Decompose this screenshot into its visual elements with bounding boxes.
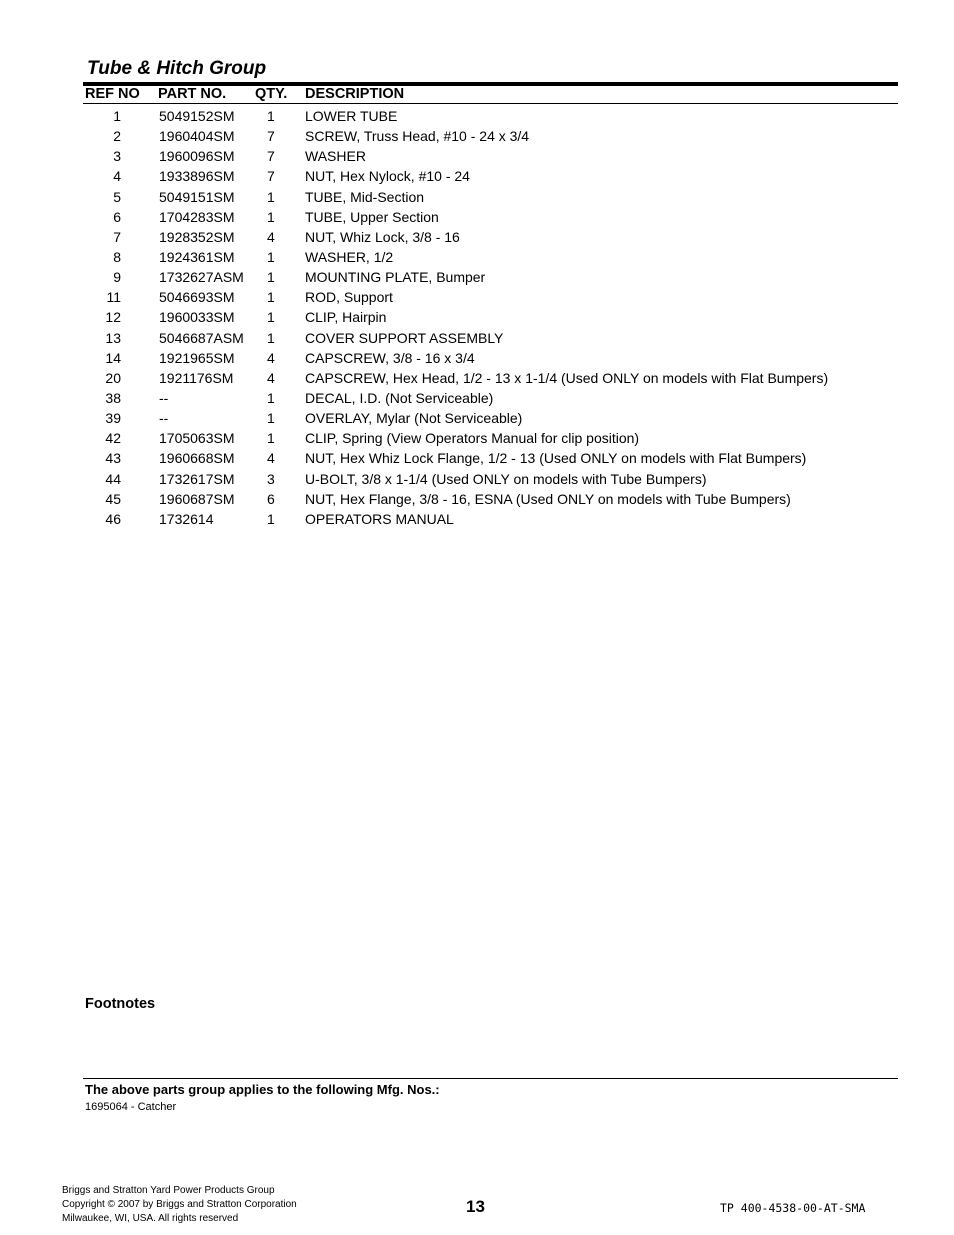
part-no-cell: 5046687ASM (159, 329, 244, 346)
table-row (0, 348, 954, 368)
part-no-cell: 1960033SM (159, 309, 235, 326)
qty-cell: 1 (267, 309, 275, 326)
description-cell: OVERLAY, Mylar (Not Serviceable) (305, 410, 523, 427)
description-cell: TUBE, Mid-Section (305, 188, 425, 205)
part-no-cell: 1705063SM (159, 430, 235, 447)
table-row (0, 328, 954, 348)
qty-cell: 7 (267, 168, 275, 185)
part-no-cell: 5046693SM (159, 289, 235, 306)
description-cell: CAPSCREW, Hex Head, 1/2 - 13 x 1-1/4 (Used ONLY on models with Flat Bumpers) (305, 369, 829, 386)
table-row (0, 247, 954, 267)
section-title: Tube & Hitch Group (87, 58, 267, 79)
qty-cell: 4 (267, 450, 275, 467)
description-cell: LOWER TUBE (305, 108, 398, 124)
qty-cell: 1 (267, 410, 275, 427)
qty-cell: 1 (267, 510, 275, 527)
table-row (0, 146, 954, 166)
header-rule (83, 103, 898, 104)
part-no-cell: 1924361SM (159, 248, 235, 265)
description-cell: TUBE, Upper Section (305, 208, 439, 225)
part-no-column-header: PART NO. (158, 86, 227, 102)
table-row (0, 307, 954, 327)
table-row (0, 448, 954, 468)
qty-cell: 7 (267, 128, 275, 145)
part-no-cell: 1921176SM (159, 369, 234, 386)
description-cell: NUT, Whiz Lock, 3/8 - 16 (305, 228, 460, 245)
table-row (0, 187, 954, 207)
description-cell: WASHER (305, 148, 366, 165)
copyright-line: Copyright © 2007 by Briggs and Stratton Corporation (62, 1199, 297, 1210)
part-no-cell: 1732614 (159, 510, 214, 527)
ref-no-cell: 7 (113, 228, 121, 245)
description-cell: ROD, Support (305, 289, 393, 306)
description-cell: CLIP, Hairpin (305, 309, 387, 326)
part-no-cell: 1928352SM (159, 228, 235, 245)
ref-no-column-header: REF NO (85, 86, 140, 102)
mfg-numbers: 1695064 - Catcher (85, 1101, 177, 1113)
ref-no-cell: 42 (105, 430, 121, 447)
part-no-cell: 1704283SM (159, 208, 235, 225)
ref-no-cell: 2 (113, 128, 121, 145)
description-cell: NUT, Hex Nylock, #10 - 24 (305, 168, 470, 185)
description-cell: OPERATORS MANUAL (305, 510, 454, 527)
ref-no-cell: 13 (105, 329, 121, 346)
ref-no-cell: 39 (105, 410, 121, 427)
table-row (0, 106, 954, 126)
ref-no-cell: 43 (105, 450, 121, 467)
description-cell: WASHER, 1/2 (305, 248, 394, 265)
part-no-cell: 1960668SM (159, 450, 235, 467)
table-row (0, 489, 954, 509)
description-cell: NUT, Hex Whiz Lock Flange, 1/2 - 13 (Used ONLY on models with Flat Bumpers) (305, 450, 807, 467)
qty-cell: 7 (267, 148, 275, 165)
table-row (0, 126, 954, 146)
company-info (62, 1184, 297, 1226)
company-line: Briggs and Stratton Yard Power Products Group (62, 1185, 275, 1196)
description-cell: CLIP, Spring (View Operators Manual for clip position) (305, 430, 640, 447)
description-cell: U-BOLT, 3/8 x 1-1/4 (Used ONLY on models with Tube Bumpers) (305, 470, 707, 487)
document-code: TP 400-4538-00-AT-SMA (720, 1201, 866, 1215)
ref-no-cell: 6 (113, 208, 121, 225)
qty-cell: 1 (267, 248, 275, 265)
qty-cell: 1 (267, 188, 275, 205)
part-no-cell: 1933896SM (159, 168, 235, 185)
qty-cell: 1 (267, 430, 275, 447)
part-no-cell: -- (159, 389, 169, 406)
table-row (0, 428, 954, 448)
ref-no-cell: 1 (113, 108, 121, 124)
part-no-cell: -- (159, 410, 169, 427)
qty-cell: 1 (267, 108, 275, 124)
parts-table (0, 106, 954, 529)
ref-no-cell: 5 (113, 188, 121, 205)
part-no-cell: 5049152SM (159, 108, 235, 124)
parts-table-header (83, 86, 898, 103)
table-row (0, 509, 954, 529)
ref-no-cell: 45 (105, 490, 121, 507)
qty-cell: 6 (267, 490, 275, 507)
applies-rule (83, 1078, 898, 1079)
table-row (0, 408, 954, 428)
part-no-cell: 5049151SM (159, 188, 235, 205)
ref-no-cell: 8 (113, 248, 121, 265)
description-cell: CAPSCREW, 3/8 - 16 x 3/4 (305, 349, 475, 366)
page-number: 13 (466, 1197, 485, 1216)
table-row (0, 368, 954, 388)
qty-cell: 4 (267, 228, 275, 245)
qty-cell: 4 (267, 349, 275, 366)
ref-no-cell: 9 (113, 269, 121, 286)
table-row (0, 287, 954, 307)
qty-cell: 1 (267, 269, 275, 286)
qty-cell: 1 (267, 329, 275, 346)
table-row (0, 469, 954, 489)
part-no-cell: 1960404SM (159, 128, 235, 145)
footnotes-heading: Footnotes (85, 996, 156, 1012)
qty-cell: 4 (267, 369, 275, 386)
part-no-cell: 1960096SM (159, 148, 235, 165)
table-row (0, 207, 954, 227)
part-no-cell: 1732617SM (159, 470, 235, 487)
description-cell: COVER SUPPORT ASSEMBLY (305, 329, 504, 346)
description-cell: MOUNTING PLATE, Bumper (305, 269, 486, 286)
qty-cell: 1 (267, 289, 275, 306)
ref-no-cell: 44 (105, 470, 121, 487)
qty-cell: 1 (267, 208, 275, 225)
table-row (0, 388, 954, 408)
description-column-header: DESCRIPTION (305, 86, 405, 102)
address-line: Milwaukee, WI, USA. All rights reserved (62, 1213, 239, 1224)
ref-no-cell: 46 (105, 510, 121, 527)
ref-no-cell: 38 (105, 389, 121, 406)
table-row (0, 267, 954, 287)
ref-no-cell: 4 (113, 168, 121, 185)
description-cell: NUT, Hex Flange, 3/8 - 16, ESNA (Used ONLY on models with Tube Bumpers) (305, 490, 791, 507)
table-row (0, 227, 954, 247)
ref-no-cell: 12 (105, 309, 121, 326)
part-no-cell: 1732627ASM (159, 269, 244, 286)
ref-no-cell: 3 (113, 148, 121, 165)
applies-heading: The above parts group applies to the following Mfg. Nos.: (85, 1082, 440, 1097)
qty-cell: 1 (267, 389, 275, 406)
part-no-cell: 1921965SM (159, 349, 235, 366)
qty-cell: 3 (267, 470, 275, 487)
qty-column-header: QTY. (255, 86, 288, 102)
ref-no-cell: 11 (106, 289, 121, 306)
description-cell: SCREW, Truss Head, #10 - 24 x 3/4 (305, 128, 530, 145)
description-cell: DECAL, I.D. (Not Serviceable) (305, 389, 494, 406)
part-no-cell: 1960687SM (159, 490, 235, 507)
ref-no-cell: 14 (105, 349, 121, 366)
table-row (0, 166, 954, 186)
ref-no-cell: 20 (105, 369, 121, 386)
